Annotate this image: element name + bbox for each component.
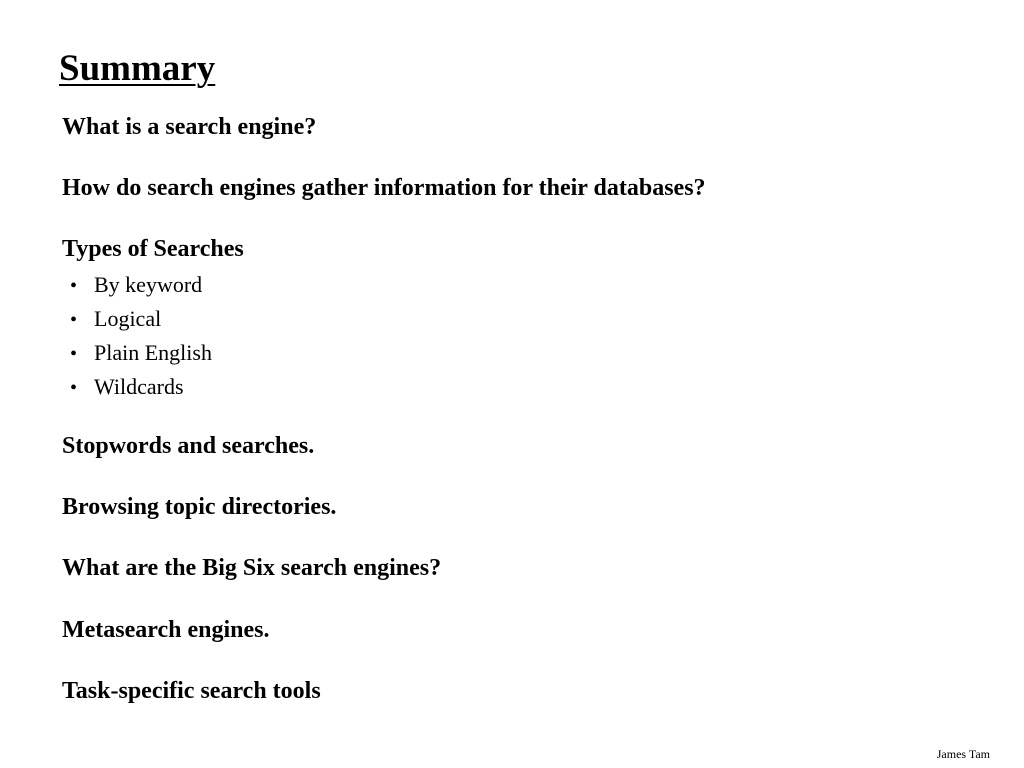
heading-how-engines-gather-info: How do search engines gather information for their databases?: [62, 175, 706, 201]
list-item-label: By keyword: [94, 272, 203, 297]
heading-what-is-search-engine: What is a search engine?: [62, 114, 317, 140]
heading-browsing-topic-directories: Browsing topic directories.: [62, 494, 337, 520]
list-item-label: Plain English: [94, 340, 212, 365]
list-item: [70, 302, 212, 336]
list-item-label: Logical: [94, 306, 162, 331]
heading-stopwords: Stopwords and searches.: [62, 433, 315, 459]
list-item: [70, 268, 212, 302]
bullet-icon: •: [70, 275, 78, 297]
bullet-icon: •: [70, 377, 78, 399]
footer-author: James Tam: [936, 747, 990, 761]
search-types-list: [70, 268, 212, 404]
bullet-icon: •: [70, 343, 78, 365]
bullet-icon: •: [70, 309, 78, 331]
heading-types-of-searches: Types of Searches: [62, 236, 244, 262]
heading-big-six-search-engines: What are the Big Six search engines?: [62, 555, 442, 581]
heading-task-specific-search-tools: Task-specific search tools: [62, 678, 321, 704]
list-item-label: Wildcards: [94, 374, 184, 399]
list-item: [70, 370, 212, 404]
slide-title: Summary: [59, 48, 216, 89]
heading-metasearch-engines: Metasearch engines.: [62, 617, 270, 643]
list-item: [70, 336, 212, 370]
